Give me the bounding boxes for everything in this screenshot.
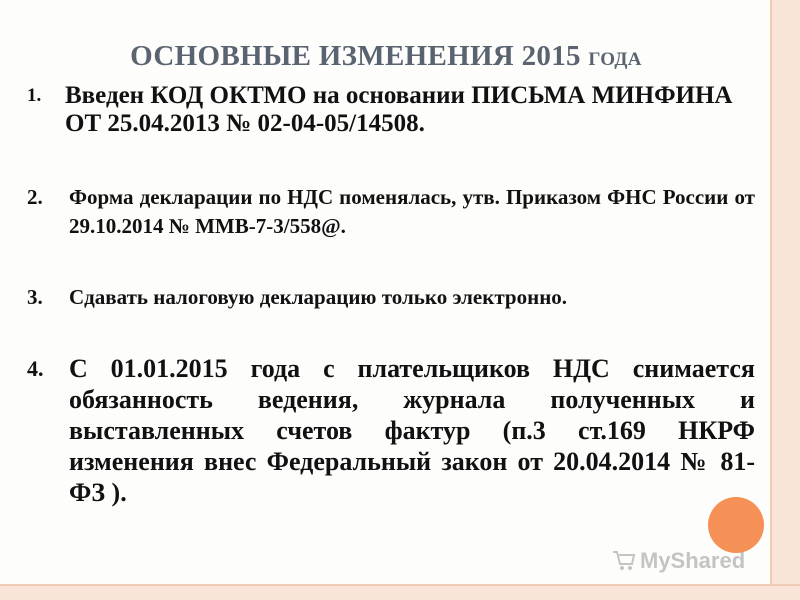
list-item-number: 1. [27, 85, 42, 106]
list-item-text: Форма декларации по НДС поменялась, утв. Приказом ФНС России от 29.10.2014 № ММВ-7-3/558@. [69, 185, 755, 238]
cart-icon [612, 550, 636, 572]
list-item-number: 2. [27, 185, 43, 209]
slide-title [0, 40, 772, 73]
list-item [27, 283, 755, 312]
list-item-text: Сдавать налоговую декларацию только электронно. [69, 285, 568, 309]
slide-title-small: ГОДА [588, 49, 642, 70]
list-item-text: С 01.01.2015 года с плательщиков НДС снимается обязанность ведения, журнала полученных и выставленных счетов фактур (п.3 ст.169 НКРФ изменения внес Федеральный закон от 20.04.2014 № 81-ФЗ ). [69, 354, 755, 507]
watermark [612, 548, 745, 574]
list-item-number: 3. [27, 285, 43, 309]
list-item-text: Введен КОД ОКТМО на основании ПИСЬМА МИНФИНА ОТ 25.04.2013 № 02-04-05/14508. [65, 82, 733, 137]
slide-frame-right [770, 0, 800, 600]
slide-title-main: ОСНОВНЫЕ ИЗМЕНЕНИЯ 2015 [130, 40, 581, 72]
list-item-number: 4. [27, 356, 44, 381]
list-item [27, 183, 755, 241]
slide-frame-bottom [0, 584, 800, 600]
list-item [27, 353, 755, 508]
decorative-circle [708, 497, 764, 553]
slide-content [27, 82, 755, 508]
watermark-text: MyShared [640, 548, 746, 573]
list-item [27, 82, 755, 138]
